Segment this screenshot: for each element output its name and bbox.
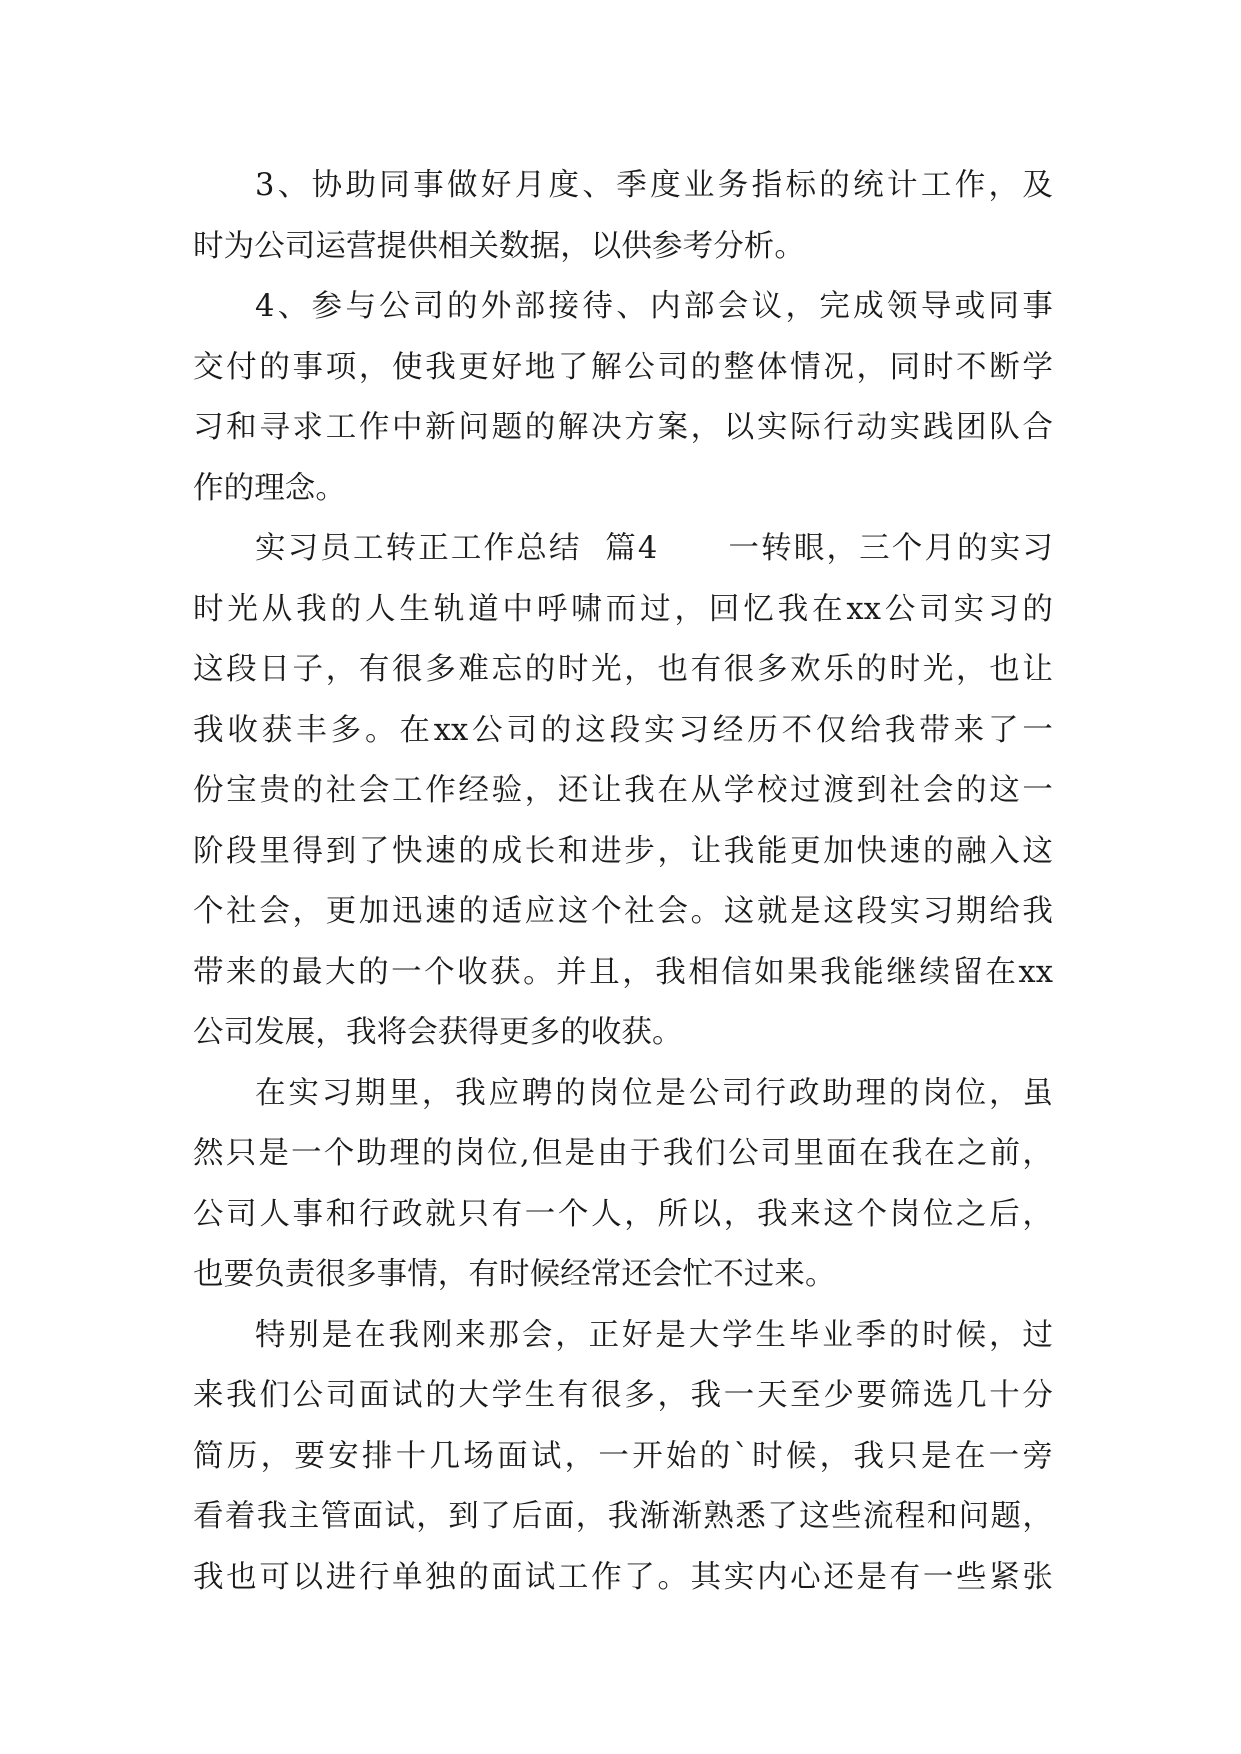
text-line: 来我们公司面试的大学生有很多，我一天至少要筛选几十分 (193, 1378, 1053, 1413)
text-line: 我也可以进行单独的面试工作了。其实内心还是有一些紧张 (193, 1559, 1053, 1595)
text-line: 作的理念。 (193, 470, 346, 506)
body-text (193, 156, 1053, 1608)
text-line: 阶段里得到了快速的成长和进步，让我能更加快速的融入这 (193, 833, 1053, 869)
text-line: 简历，要安排十几场面试，一开始的`时候，我只是在一旁 (193, 1438, 1053, 1474)
text-line: 这段日子，有很多难忘的时光，也有很多欢乐的时光，也让 (193, 652, 1053, 687)
text-line: 习和寻求工作中新问题的解决方案，以实际行动实践团队合 (193, 410, 1053, 445)
text-line: 份宝贵的社会工作经验，还让我在从学校过渡到社会的这一 (193, 773, 1053, 808)
text-line: 看着我主管面试，到了后面，我渐渐熟悉了这些流程和问题， (193, 1499, 1053, 1534)
text-line: 实习员工转正工作总结 篇4 一转眼，三个月的实习 (255, 531, 1053, 566)
text-line: 时为公司运营提供相关数据，以供参考分析。 (193, 228, 805, 264)
text-line: 也要负责很多事情，有时候经常还会忙不过来。 (193, 1257, 836, 1292)
text-line: 公司人事和行政就只有一个人，所以，我来这个岗位之后， (193, 1196, 1053, 1232)
text-line: 特别是在我刚来那会，正好是大学生毕业季的时候，过 (255, 1317, 1053, 1353)
text-line: 时光从我的人生轨道中呼啸而过，回忆我在xx公司实习的 (193, 591, 1053, 627)
text-line: 公司发展，我将会获得更多的收获。 (193, 1015, 683, 1050)
text-line: 3、协助同事做好月度、季度业务指标的统计工作，及 (255, 168, 1053, 203)
text-line: 然只是一个助理的岗位,但是由于我们公司里面在我在之前， (193, 1136, 1053, 1171)
text-line: 我收获丰多。在xx公司的这段实习经历不仅给我带来了一 (193, 712, 1053, 748)
text-line: 个社会，更加迅速的适应这个社会。这就是这段实习期给我 (193, 894, 1053, 929)
text-line: 交付的事项，使我更好地了解公司的整体情况，同时不断学 (193, 349, 1053, 385)
text-line: 在实习期里，我应聘的岗位是公司行政助理的岗位，虽 (255, 1075, 1053, 1111)
text-line: 4、参与公司的外部接待、内部会议，完成领导或同事 (255, 289, 1053, 324)
text-line: 带来的最大的一个收获。并且，我相信如果我能继续留在xx (193, 954, 1053, 990)
